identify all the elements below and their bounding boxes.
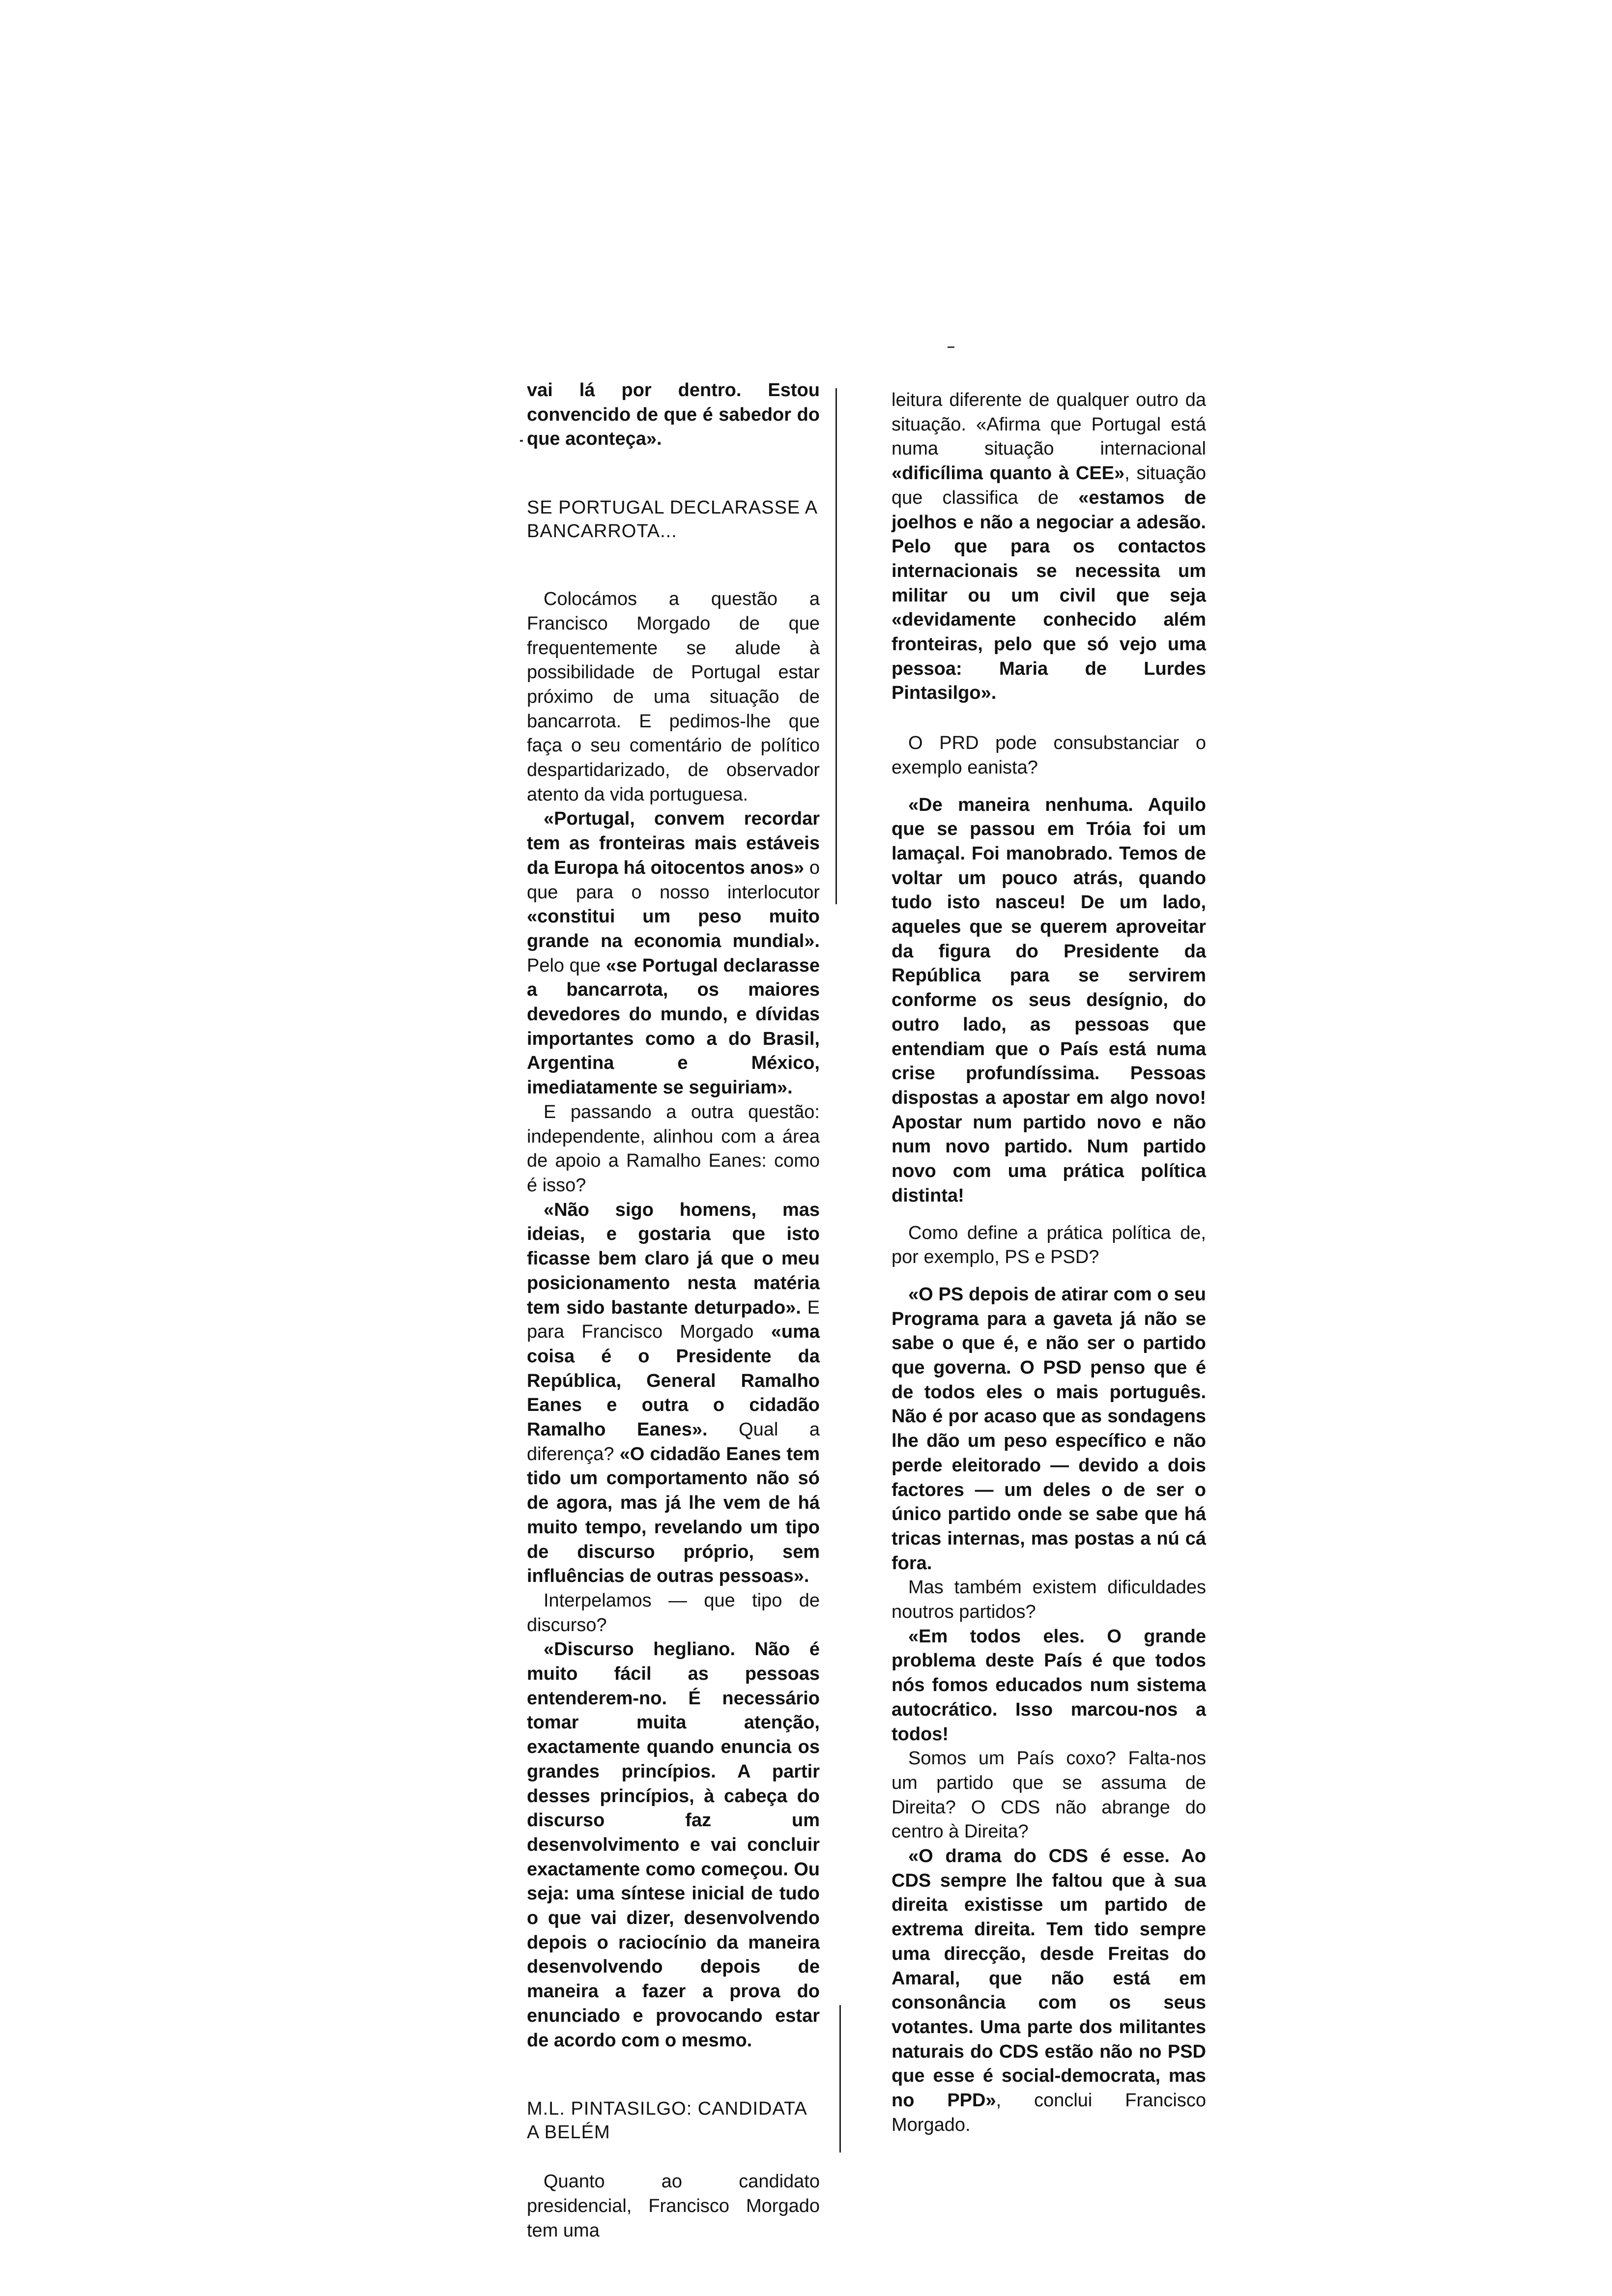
- paragraph: [892, 1844, 1206, 2137]
- paragraph: Mas também existem dificuldades noutros partidos?: [892, 1577, 1206, 1623]
- body-text: , situação que classifica de: [892, 463, 1206, 508]
- body-text: Qual a diferença?: [527, 1419, 820, 1464]
- paragraph: [892, 388, 1206, 706]
- paragraph: «De maneira nenhuma. Aquilo que se passou em Tróia foi um lamaçal. Foi manobrado. Temos de voltar um pouco atrás, quando tudo isto nasceu! De um lado, aqueles que se querem aproveitar da figura do Presidente da República para se servirem conforme os seus desígnio, do outro lado, as pessoas que entendiam que o País está numa crise profundíssima. Pessoas dispostas a apostar em algo novo! Apostar num partido novo e não num novo partido. Num partido novo com uma prática política distinta!: [892, 794, 1206, 1206]
- body-text: leitura diferente de qualquer outro da situação. «Afirma que Portugal está numa situação internacional: [892, 390, 1206, 459]
- quote-text: «Não sigo homens, mas ideias, e gostaria que isto ficasse bem claro já que o meu posicionamento nesta matéria tem sido bastante deturpado».: [527, 1199, 820, 1318]
- paragraph: [527, 807, 820, 1100]
- quote-text: «O drama do CDS é esse. Ao CDS sempre lhe faltou que à sua direita existisse um partido de extrema direita. Tem tido sempre uma direcção, desde Freitas do Amaral, que não está em consonância com os seus votantes. Uma parte dos militantes naturais do CDS estão não no PSD que esse é social-democrata, mas no PPD»: [892, 1846, 1206, 2111]
- paragraph: Como define a prática política de, por exemplo, PS e PSD?: [892, 1222, 1206, 1268]
- paragraph: E passando a outra questão: independente, alinhou com a área de apoio a Ramalho Eanes: como é isso?: [527, 1101, 820, 1196]
- paragraph: Colocámos a questão a Francisco Morgado de que frequentemente se alude à possibilidade de Portugal estar próximo de uma situação de bancarrota. E pedimos-lhe que faça o seu comentário de político despartidarizado, de observador atento da vida portuguesa.: [527, 589, 820, 805]
- quote-text: «dificílima quanto à CEE»: [892, 463, 1125, 484]
- quote-text: «uma coisa é o Presidente da República, General Ramalho Eanes e outra o cidadão Ramalho Eanes».: [527, 1321, 820, 1440]
- quote-text: «se Portugal declarasse a bancarrota, os maiores devedores do mundo, e dívidas importantes como a do Brasil, Argentina e México, imediatamente se seguiriam».: [527, 955, 820, 1098]
- column-divider-rule: [835, 388, 837, 904]
- paragraph: vai lá por dentro. Estou convencido de que é sabedor do que aconteça».: [527, 380, 820, 450]
- photocopy-mark: [520, 440, 523, 442]
- paragraph: Somos um País coxo? Falta-nos um partido que se assuma de Direita? O CDS não abrange do centro à Direita?: [892, 1748, 1206, 1842]
- paragraph: «Discurso hegliano. Não é muito fácil as pessoas entenderem-no. É necessário tomar muita atenção, exactamente quando enuncia os grandes princípios. A partir desses princípios, à cabeça do discurso faz um desenvolvimento e vai concluir exactamente como começou. Ou seja: uma síntese inicial de tudo o que vai dizer, desenvolvendo depois o raciocínio da maneira desenvolvendo depois de maneira a fazer a prova do enunciado e provocando estar de acordo com o mesmo.: [527, 1639, 820, 2051]
- article-column-right: [892, 388, 1206, 2138]
- paragraph: «O PS depois de atirar com o seu Programa para a gaveta já não se sabe o que é, e não ser o partido que governa. O PSD penso que é de todos eles o mais português. Não é por acaso que as sondagens lhe dão um peso específico e não perde eleitorado — devido a dois factores — um deles o de ser o único partido onde se sabe que há tricas internas, mas postas a nú cá fora.: [892, 1284, 1206, 1574]
- section-heading-pintasilgo: M.L. PINTASILGO: CANDIDATA A BELÉM: [527, 2098, 806, 2143]
- article-column-left: [527, 378, 820, 2243]
- quote-text: «estamos de joelhos e não a negociar a adesão. Pelo que para os contactos internacionais se necessita um militar ou um civil que seja «devidamente conhecido além fronteiras, pelo que só vejo uma pessoa: Maria de Lurdes Pintasilgo».: [892, 487, 1206, 704]
- quote-text: «constitui um peso muito grande na economia mundial».: [527, 906, 820, 951]
- body-text: o que para o nosso interlocutor: [527, 857, 820, 903]
- column-divider-rule-lower: [839, 2005, 841, 2152]
- paragraph: O PRD pode consubstanciar o exemplo eanista?: [892, 733, 1206, 778]
- section-heading-bankruptcy: SE PORTUGAL DECLARASSE A BANCARROTA...: [527, 497, 817, 542]
- paragraph: [527, 1198, 820, 1589]
- quote-text: «O cidadão Eanes tem tido um comportamento não só de agora, mas já lhe vem de há muito tempo, revelando um tipo de discurso próprio, sem influências de outras pessoas».: [527, 1443, 820, 1587]
- paragraph: Interpelamos — que tipo de discurso?: [527, 1590, 820, 1636]
- photocopy-mark: [948, 346, 954, 348]
- quote-text: «Portugal, convem recordar tem as fronteiras mais estáveis da Europa há oitocentos anos»: [527, 808, 820, 878]
- body-text: Pelo que: [527, 955, 606, 976]
- paragraph: «Em todos eles. O grande problema deste País é que todos nós fomos educados num sistema autocrático. Isso marcou-nos a todos!: [892, 1626, 1206, 1745]
- paragraph: Quanto ao candidato presidencial, Francisco Morgado tem uma: [527, 2171, 820, 2241]
- body-text: E para Francisco Morgado: [527, 1297, 820, 1343]
- body-text: , conclui Francisco Morgado.: [892, 2090, 1206, 2135]
